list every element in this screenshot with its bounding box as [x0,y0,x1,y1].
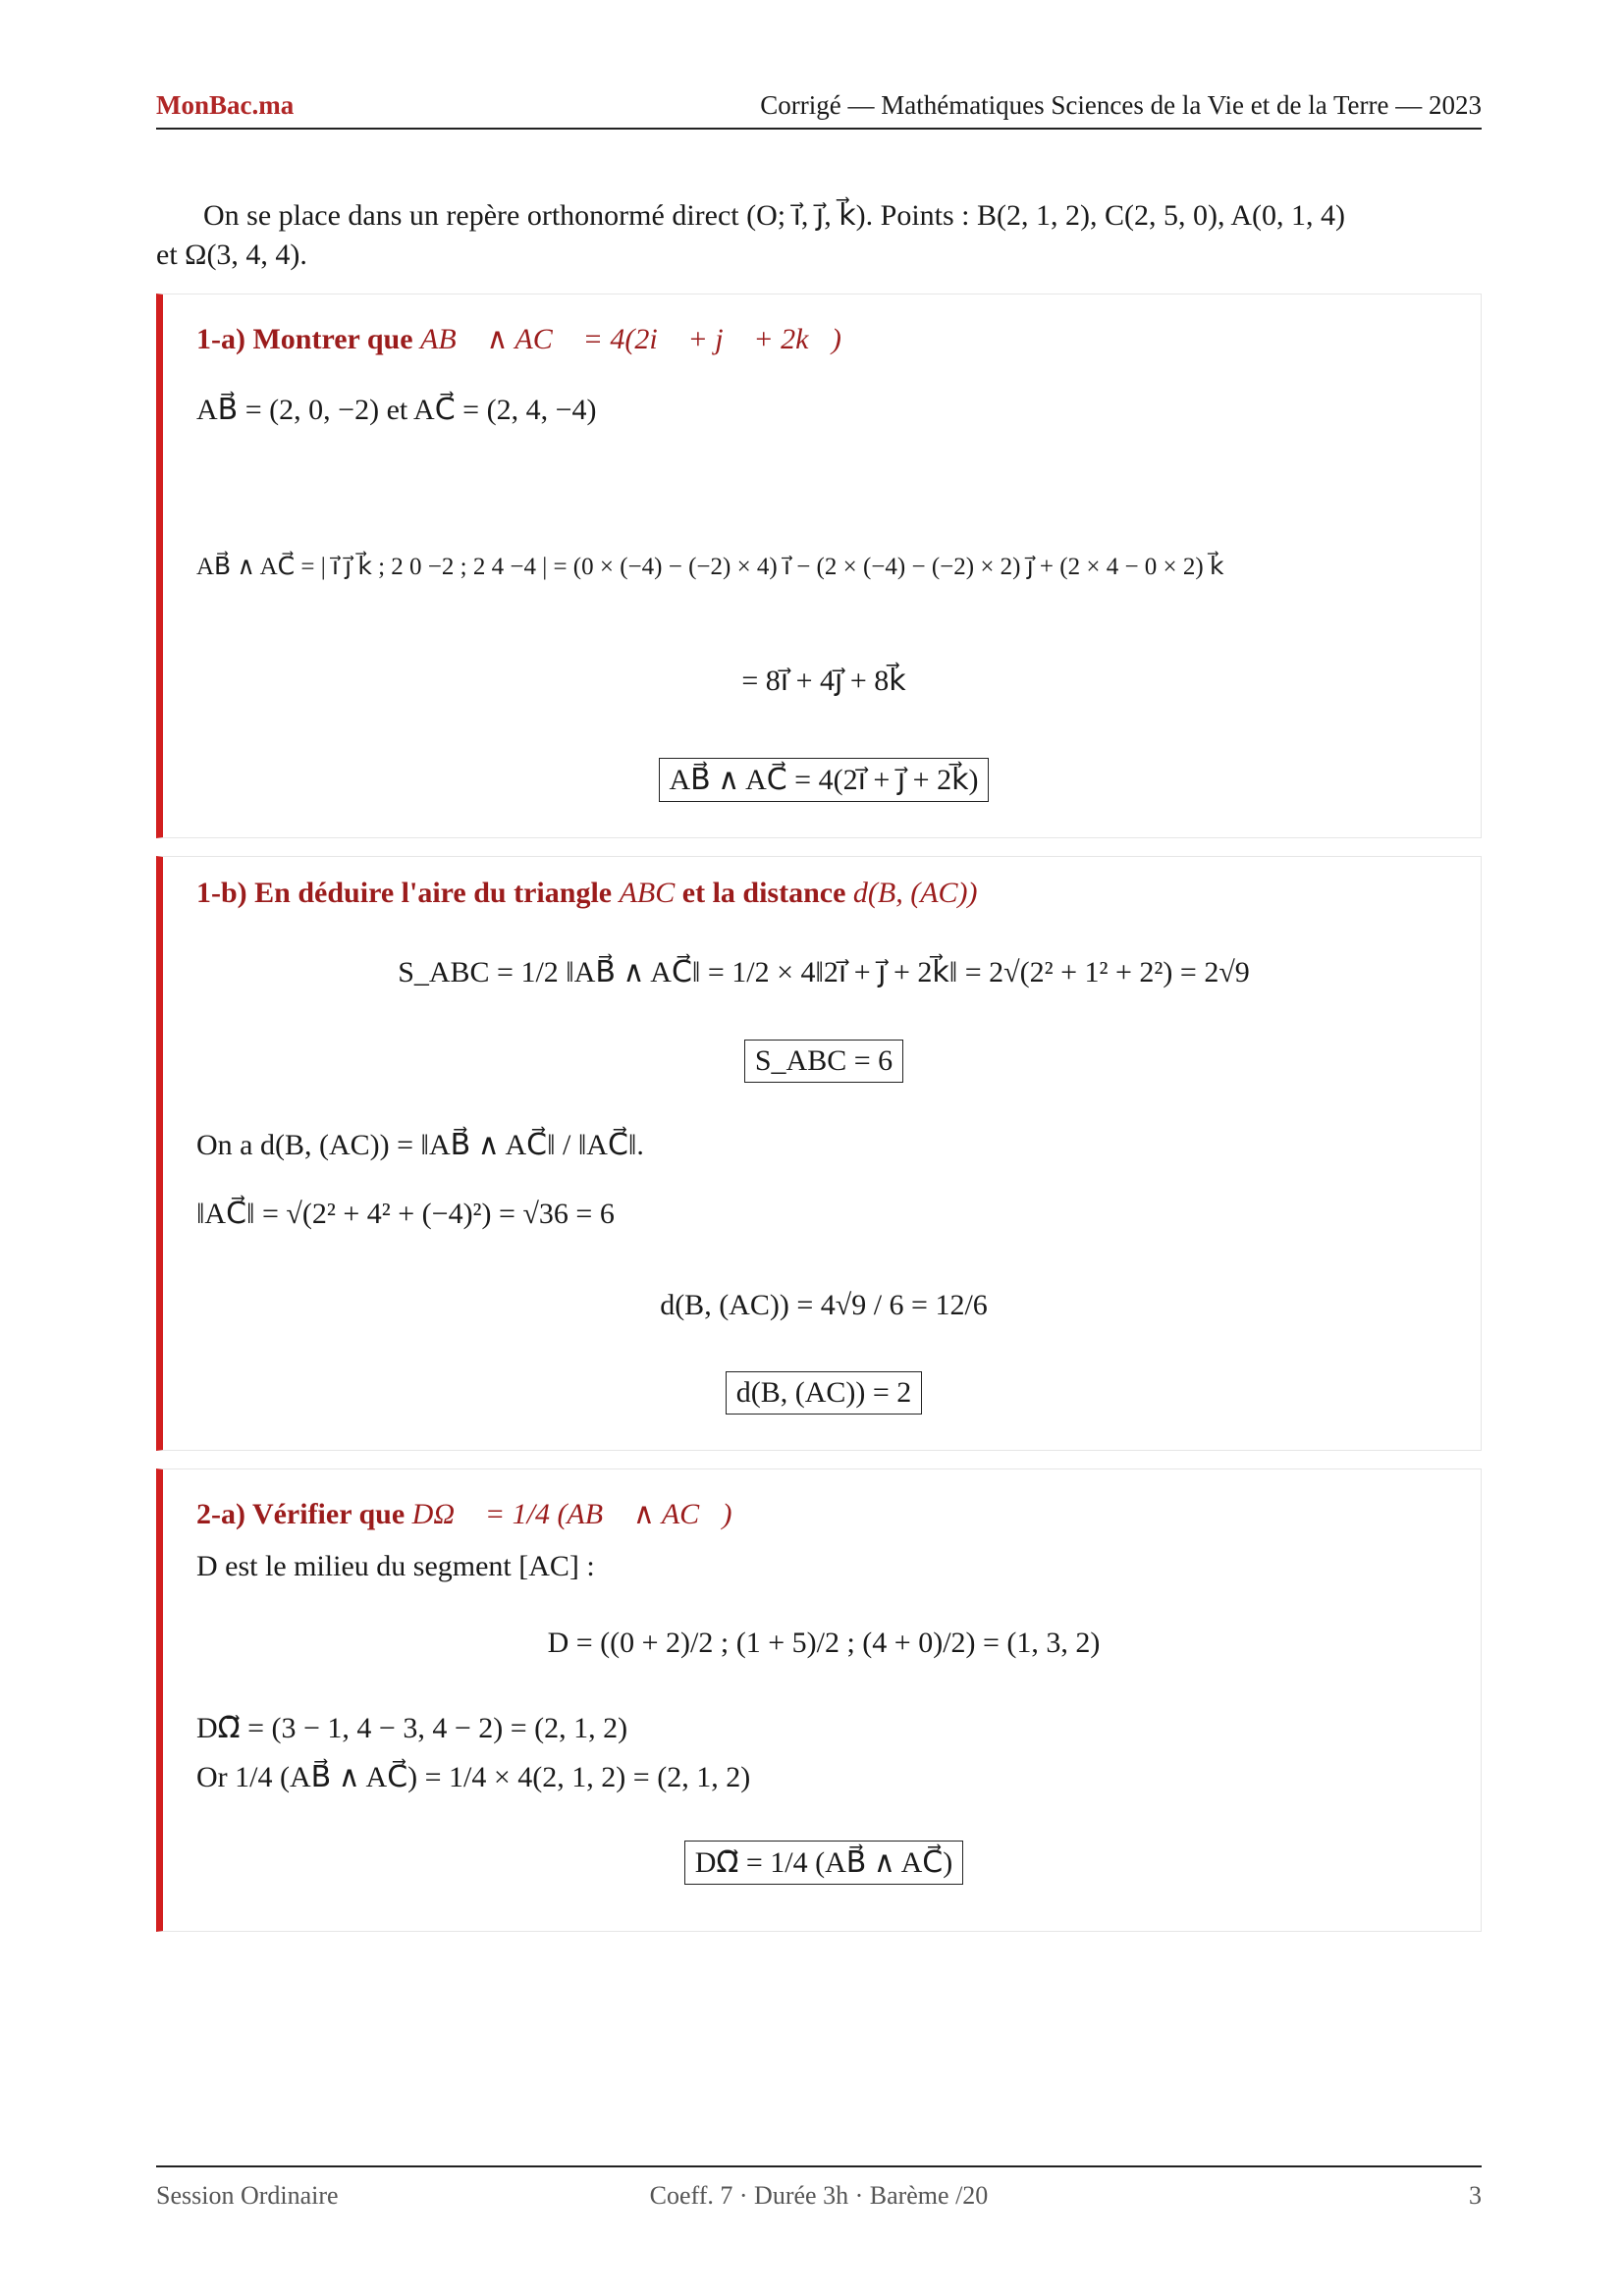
question-2a-formula: DΩ⃗ = 1/4 (AB⃗ ∧ AC⃗) [411,1498,732,1530]
header-title: Corrigé — Mathématiques Sciences de la Vie et de la Terre — 2023 [760,90,1482,120]
question-2a-label: 2-a) Vérifier que [196,1498,406,1530]
d-omega-vector: DΩ⃗ = (3 − 1, 4 − 3, 4 − 2) = (2, 1, 2) [196,1712,628,1744]
distance-definition: On a d(B, (AC)) = ‖AB⃗ ∧ AC⃗‖ / ‖AC⃗‖. [196,1129,644,1161]
question-1a-title [196,322,841,356]
page-header [156,90,1482,130]
distance-calculation: d(B, (AC)) = 4√9 / 6 = 12/6 [660,1289,988,1321]
page-footer [156,2165,1482,2216]
question-2a-box [156,1468,1482,1932]
brand-name: MonBac.ma [156,90,295,120]
d-omega-boxed-result: DΩ⃗ = 1/4 (AB⃗ ∧ AC⃗) [684,1841,964,1885]
midpoint-statement: D est le milieu du segment [AC] : [196,1550,595,1582]
question-1a-formula: AB⃗ ∧ AC⃗ = 4(2i⃗ + j⃗ + 2k⃗) [420,323,841,355]
footer-info: Coeff. 7 · Durée 3h · Barème /20 [649,2181,989,2210]
question-1b-math-triangle: ABC [619,877,676,909]
question-2a-title [196,1497,732,1531]
question-1b-label: 1-b) En déduire l'aire du triangle [196,877,613,909]
vectors-line: AB⃗ = (2, 0, −2) et AC⃗ = (2, 4, −4) [196,394,597,426]
cross-product-boxed-result: AB⃗ ∧ AC⃗ = 4(2i⃗ + j⃗ + 2k⃗) [659,758,990,802]
page-number: 3 [1469,2181,1482,2210]
or-calculation: Or 1/4 (AB⃗ ∧ AC⃗) = 1/4 × 4(2, 1, 2) = (2, 1, 2) [196,1761,751,1793]
cross-product-determinant: AB⃗ ∧ AC⃗ = | i⃗ j⃗ k⃗ ; 2 0 −2 ; 2 4 −4 | = (0 × (−4) − (−2) × 4) i⃗ − (2 × (−4) − (−2) × 2) j⃗ + (2 × 4 − 0 × 2) k⃗ [196,554,1224,580]
area-boxed-result: S_ABC = 6 [744,1040,903,1083]
d-coordinates: D = ((0 + 2)/2 ; (1 + 5)/2 ; (4 + 0)/2) = (1, 3, 2) [547,1627,1101,1659]
distance-boxed-result: d(B, (AC)) = 2 [726,1371,923,1415]
question-1a-label: 1-a) Montrer que [196,323,413,355]
question-1a-box [156,294,1482,838]
footer-session: Session Ordinaire [156,2181,339,2210]
question-1b-label-mid: et la distance [681,877,846,909]
cross-product-result: = 8i⃗ + 4j⃗ + 8k⃗ [741,665,906,697]
question-1b-title [196,877,978,910]
question-1b-math-distance: d(B, (AC)) [852,877,978,909]
intro-line-2: et Ω(3, 4, 4). [156,239,307,271]
question-1b-box [156,856,1482,1451]
ac-norm: ‖AC⃗‖ = √(2² + 4² + (−4)²) = √36 = 6 [196,1198,615,1230]
intro-paragraph [156,196,1482,275]
intro-line-1: On se place dans un repère orthonormé direct (O; i⃗, j⃗, k⃗). Points : B(2, 1, 2), C(2, 5, 0), A(0, 1, 4) [203,199,1345,232]
area-formula: S_ABC = 1/2 ‖AB⃗ ∧ AC⃗‖ = 1/2 × 4‖2i⃗ + j⃗ + 2k⃗‖ = 2√(2² + 1² + 2²) = 2√9 [398,956,1250,988]
